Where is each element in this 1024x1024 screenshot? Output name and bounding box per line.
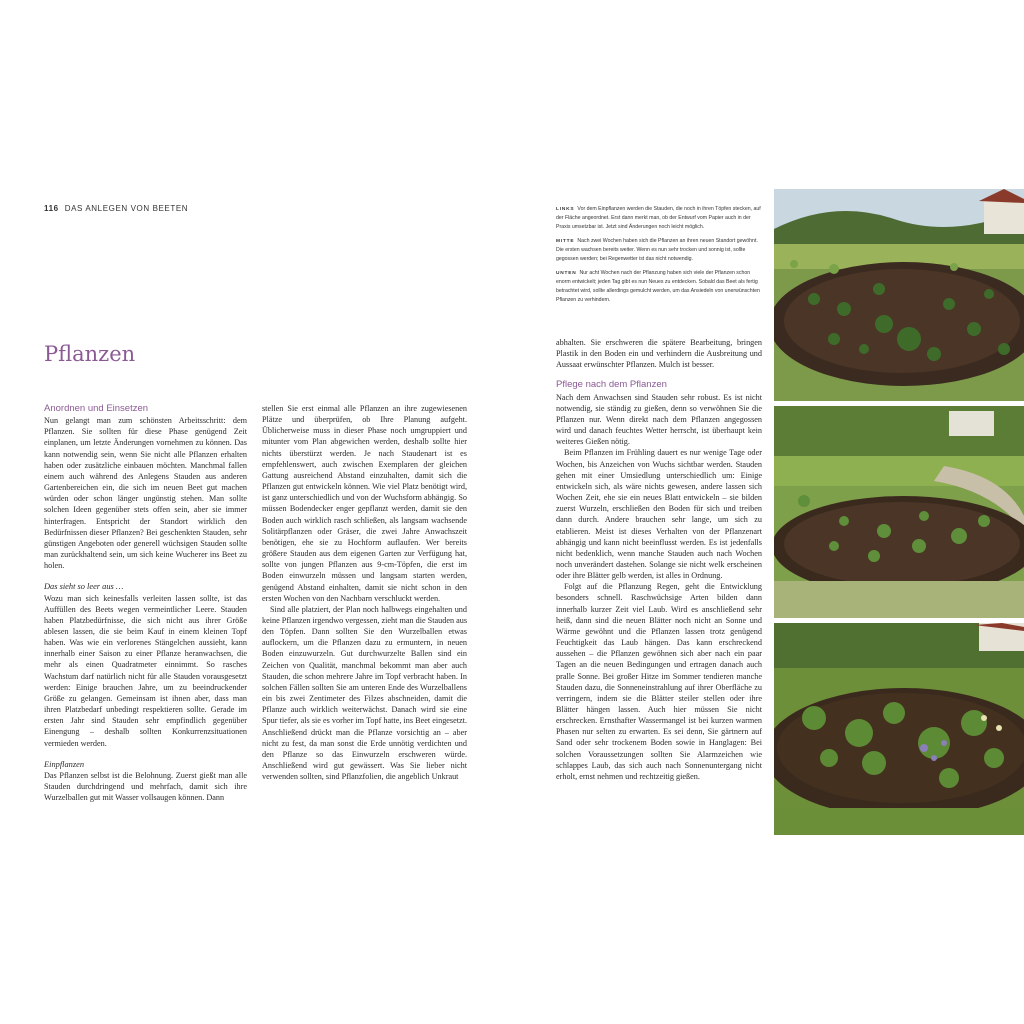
running-title: DAS ANLEGEN VON BEETEN <box>64 204 189 213</box>
caption-label: MITTE <box>556 239 575 244</box>
paragraph: Folgt auf die Pflanzung Regen, geht die Entwicklung besonders schnell. Raschwüchsige Arten bilden dann innerhalb kurzer Zeit viel Laub. Wird es anschließend sehr heiß, dann sind die neuen Blätter noch nicht an Sonne und Wärme gewöhnt und die Pflanzen lassen trotz genügend Feuchtigkeit das Laub hängen. Das kann erschreckend aussehen – die Pflanzen gewöhnen sich aber nach ein paar Tagen an die neuen Bedingungen und ertragen danach auch pralle Sonne. Bei großer Hitze im Sommer tendieren manche Stauden dazu, die Sonneneinstrahlung auf ihrer Oberfläche zu verringern, indem sie die Blätter steiler stellen oder ihre Blätter hängen lassen. Auch hier müssen Sie nicht erschrecken. Ernsthafter Wassermangel ist bei kurzen warmen Phasen nur selten zu erwarten. Es sei denn, Sie gärtnern auf Sand oder sehr trockenem Boden sowie in Hanglagen: Bei solchen Voraussetzungen sollten Sie Alarmzeichen wie schlappes Laub, das sich auch nach Sonnenuntergang nicht erholt, ernst nehmen und rechtzeitig gießen. <box>556 582 762 781</box>
paragraph: Wozu man sich keinesfalls verleiten lassen sollte, ist das Auffüllen des Beets wegen vermeintlicher Leere. Stauden haben Platzbedürfnisse, die sich nicht aus ihrer Größe ablesen lassen, die sie beim Kauf in einem kleinen Topf haben. Was wie ein verlorenes Stängelchen aussieht, kann innerhalb einer Saison zu einer Pflanze heranwachsen, die mehr als einen Quadratmeter einnimmt. So rasches Wachstum darf natürlich nicht für alle Stauden vorausgesetzt werden: Einige brauchen Jahre, um zu beeindruckender Größe zu gelangen. Gemeinsam ist ihnen aber, dass man ihren Platzbedarf unbedingt respektieren sollte. Gerade im ersten Jahr sind Stauden sehr empfindlich gegenüber Einengung – deshalb sollten Konkurrenzsituationen vermieden werden. <box>44 593 247 748</box>
running-header <box>44 204 188 213</box>
page-number: 116 <box>44 204 59 213</box>
subheading-italic: Einpflanzen <box>44 759 85 769</box>
paragraph: Sind alle platziert, der Plan noch halbwegs eingehalten und keine Pflanzen irgendwo vergessen, zieht man die Stauden aus den Töpfen. Dann sollten Sie den Wurzelballen etwas auflockern, um die Pflanzen dazu zu ermuntern, in neuen Boden einzuwurzeln. Gut durchwurzelte Ballen sind ein Zeichen von Qualität, manchmal bekommt man aber auch Stauden, die schon mehrere Jahre im Topf verbracht haben. In solchen Fällen sollten Sie am unteren Ende des Wurzelballens ein bis zwei Zentimeter des Filzes abschneiden, damit die Pflanze auch wirklich weiterwächst. Danach wird sie eine Spur tiefer, als sie es vorher im Topf hatte, ins Beet eingesetzt. Anschließend drückt man die Pflanze vorsichtig an – aber nicht zu fest, da man sonst die Erde unnötig verdichten und den Pflanze so das Einwurzeln erschweren würde. Anschließend wird gut gewässert. Was Sie lieber nicht verwenden sollten, sind Pflanzfolien, die angeblich Unkraut <box>262 604 468 782</box>
section-heading: Anordnen und Einsetzen <box>44 403 149 414</box>
caption-text: Nur acht Wochen nach der Pflanzung haben sich viele der Pflanzen schon enorm entwickelt; jeden Tag gibt es nun Neues zu entdecken. Sobald das Beet als fertig betrachtet wird, sollte allerdings gemulcht werden, um das Ansiedeln von unerwünschten Pflanzen zu verhindern. <box>556 270 760 303</box>
page-title: Pflanzen <box>44 342 136 366</box>
text-column-1 <box>44 403 247 803</box>
photo-bed-eight-weeks <box>774 623 1024 835</box>
text-column-3 <box>556 337 762 782</box>
photo-captions <box>556 205 762 310</box>
caption-middle <box>556 237 762 264</box>
paragraph: abhalten. Sie erschweren die spätere Bearbeitung, bringen Plastik in den Boden ein und verhindern die Ausbreitung und Aussaat erwünschter Pflanzen. Mulch ist besser. <box>556 338 762 370</box>
photo-bed-two-weeks <box>774 406 1024 618</box>
paragraph: Nach dem Anwachsen sind Stauden sehr robust. Es ist nicht notwendig, sie ständig zu gießen, denn so verwöhnen Sie die Pflanzen nur. Wenn direkt nach dem Pflanzen angegossen wird und danach feuchtes Wetter herrscht, ist überhaupt kein weiteres Gießen nötig. <box>556 392 762 447</box>
caption-label: UNTEN <box>556 271 577 276</box>
paragraph: Nun gelangt man zum schönsten Arbeitsschritt: dem Pflanzen. Sie sollten für diese Phase genügend Zeit einplanen, um letzte Änderungen vornehmen zu können. Das kann notwendig sein, wenn Sie nicht alle Pflanzen erhalten haben oder zusätzliche einbauen möchten. Manchmal fallen einem auch während des Anlegens Stauden aus anderen Gartenbereichen ein, die sich im neuen Beet gut machen würden oder schon länger ungünstig stehen. Man sollte solchen Ideen gegenüber stets offen sein, aber sie immer hinterfragen. Entspricht der Standort wirklich den Bedürfnissen dieser Pflanzen? Bei geschenkten Stauden, sehr günstigen Angeboten oder generell wüchsigen Stauden sollte man zurückhaltend sein, um sich keine Wucherer ins Beet zu holen. <box>44 416 247 571</box>
paragraph: Das Pflanzen selbst ist die Belohnung. Zuerst gießt man alle Stauden durchdringend und mehrfach, damit sich ihre Wurzelballen gut mit Wasser vollsaugen können. Dann <box>44 770 247 803</box>
caption-bottom <box>556 269 762 305</box>
subheading-italic: Das sieht so leer aus … <box>44 582 124 592</box>
photo-bed-planting-layout <box>774 189 1024 401</box>
caption-text: Nach zwei Wochen haben sich die Pflanzen an ihren neuen Standort gewöhnt. Die ersten wachsen bereits weiter. Wenn es nun sehr trocken und sonnig ist, sollte gegossen werden; bei Regenwetter ist das nicht notwendig. <box>556 238 758 262</box>
caption-top <box>556 205 762 232</box>
caption-label: LINKS <box>556 207 575 212</box>
caption-text: Vor dem Einpflanzen werden die Stauden, die noch in ihren Töpfen stecken, auf der Fläche angeordnet. Erst dann merkt man, ob der Entwurf vom Papier auch in der Praxis umsetzbar ist. Jetzt sind Änderungen noch leicht möglich. <box>556 206 761 230</box>
paragraph: stellen Sie erst einmal alle Pflanzen an ihre zugewiesenen Plätze und überprüfen, ob Ihre Planung aufgeht. Üblicherweise muss in dieser Phase noch umgruppiert und mitunter vom Plan abgewichen werden, deshalb sollte hier nichts überstürzt werden. Je nach Staudenart ist es empfehlenswert, auch zwischen Exemplaren der gleichen Gattung ausreichend Abstand einzuhalten, damit sich die Pflanzen gut entwickeln können. Wie viel Platz benötigt wird, ist ganz unterschiedlich und von der Wuchsform abhängig. So müssen Bodendecker enger gepflanzt werden, damit sie den Boden auch wirklich rasch schließen, als langsam wachsende Solitärpflanzen oder Gräser, die zwei Jahre Anwachszeit benötigen, ehe sie zu Hochform auflaufen. Wer bereits größere Stauden aus dem eigenen Garten zur Verfügung hat, sollte von jungen Pflanzen aus 9-cm-Töpfen, die erst im Boden einwurzeln müssen und langsam starten werden, genügend Abstand einhalten, damit sie nicht schon in den ersten Wochen von den Nachbarn verschluckt werden. <box>262 404 467 603</box>
text-column-2 <box>262 403 467 782</box>
section-heading: Pflege nach dem Pflanzen <box>556 379 667 391</box>
paragraph: Beim Pflanzen im Frühling dauert es nur wenige Tage oder Wochen, bis Anzeichen von Wuchs sichtbar werden. Stauden gehen mit einer Umsiedlung unterschiedlich um: Einige entwickeln sich, als wäre nichts gewesen, andere lassen sich Wochen Zeit, ehe sie ein neues Blatt entwickeln – sie bilden zuerst Wurzeln, erschließen den Boden für sich und treiben dann durch. Andere brauchen sehr lange, um sich zu etablieren. Meist ist dieses Verhalten von der Pflanzenart abhängig und kann nicht beeinflusst werden. Es ist jedenfalls nicht bedenklich, wenn manche Stauden auch nach Wochen noch unverändert dastehen. Solange sie nicht welk erscheinen oder ihre Blätter gelb werden, ist alles in Ordnung. <box>556 448 762 581</box>
